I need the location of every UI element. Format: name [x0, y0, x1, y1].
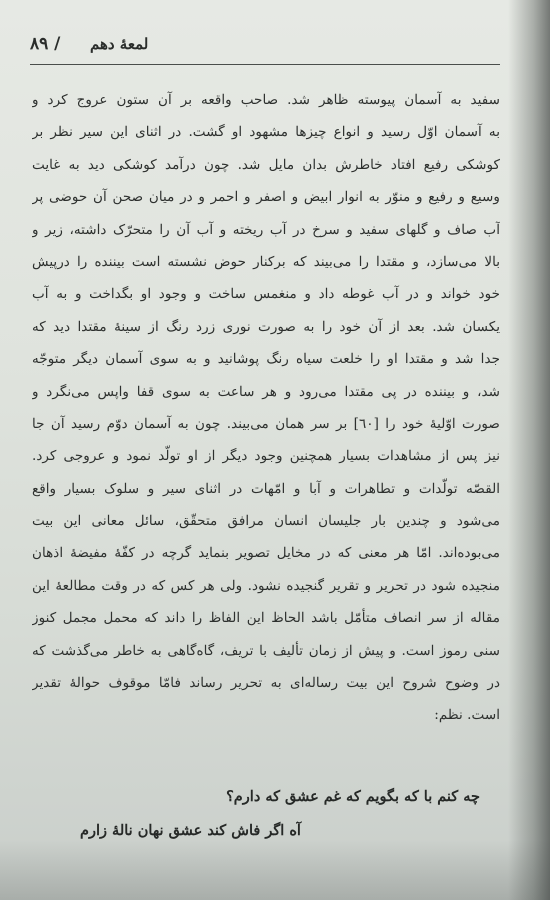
text-line: شد، و بیننده در پی مقتدا می‌رود و هر ساعت به سوی قفا واپس می‌نگرد و — [32, 383, 500, 400]
text-line: به آسمان اوّل رسید و انواع چیزها مشهود او گشت. در اثنای این سیر نظر بر — [32, 124, 500, 141]
page-bottom-shadow — [0, 840, 550, 900]
text-line: نیز پس از مشاهدات بسیار همچنین وجود دیگر از او تولّد نمود و عروجی کرد. — [32, 448, 500, 465]
text-line: می‌بوده‌اند. امّا هر معنی که در مخایل تصویر بنماید گرچه در کفّهٔ مفیضهٔ اذهان — [32, 545, 500, 562]
page-number: ٨٩ / — [30, 34, 61, 54]
text-line: یکسان شد. بعد از آن خود را به صورت نوری زرد رنگ از سینهٔ مقتدا دید که — [32, 318, 500, 335]
text-line: می‌شود و چندین بار جلیسان انسان مرافق متحقّق، سائل معانی این بیت — [32, 513, 500, 530]
text-line: در وضوح شروح این بیت رساله‌ای به تحریر رساند فامّا موقوف حوالهٔ تقدیر — [32, 675, 500, 692]
text-line: بالا می‌سازد، و مقتدا را می‌بیند که برکنار حوض نشسته است بیننده را درپیش — [32, 253, 500, 270]
text-line: خود خواند و در آب غوطه داد و منغمس ساخت و وجود او بگداخت و به آب — [32, 286, 500, 303]
page-header — [30, 32, 490, 58]
poem-verse-2: آه اگر فاش کند عشق نهان نالهٔ زارم — [80, 822, 301, 839]
page-edge-shadow — [508, 0, 550, 900]
text-line: منجیده شود در تحریر و تقریر گنجیده نشود. ولی هر کس که در وقت مطالعهٔ این — [32, 577, 500, 594]
running-title: لمعهٔ دهم — [90, 35, 149, 53]
text-line: جدا شد و مقتدا او را خلعت سیاه رنگ پوشانید و به سوی آسمان دیگر متوجّه — [32, 351, 500, 368]
text-line-last: است. نظم: — [434, 707, 500, 724]
text-line: القصّه تولّدات و تطاهرات و آبا و امّهات در اثنای سیر و سلوک بسیار واقع — [32, 480, 500, 497]
text-line: سنی رموز است. و پیش از زمان تألیف با تریف، گاه‌گاهی به خاطر می‌گذشت که — [32, 642, 500, 659]
body-text — [32, 84, 500, 732]
text-line: سفید به آسمان پیوسته ظاهر شد. صاحب واقعه بر آن ستون عروج کرد و — [32, 92, 500, 108]
text-line: کوشکی رفیع افتاد خاطرش بدان مایل شد. چون درآمد کوشکی دید به غایت — [32, 156, 500, 173]
header-rule — [30, 64, 500, 65]
poem-verse-1: چه کنم با که بگویم که غم عشق که دارم؟ — [226, 788, 480, 805]
text-line: مقاله از سر انصاف متأمّل باشد الحاظ این الفاظ را داند که محمل مجمل کنوز — [32, 610, 500, 627]
text-line: آب صاف و گلهای سفید و سرخ در آب ریخته و آب آن را متحرّک داشته، زیر و — [32, 221, 500, 238]
text-line: وسیع و رفیع و منوّر به انوار ابیض و اصفر و احمر و در میان صحن آن حوضی پر — [32, 189, 500, 206]
text-line: صورت اوّلیهٔ خود را [٦٠] بر سر همان می‌بیند. چون به آسمان دوّم رسید آن جا — [32, 415, 500, 432]
